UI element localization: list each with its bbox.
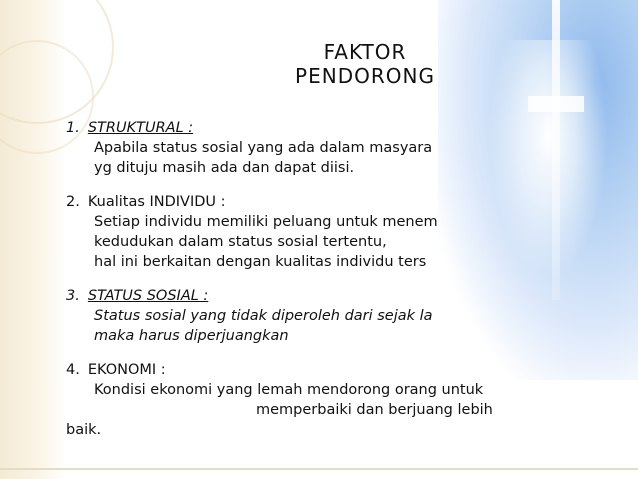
item-line: memperbaiki dan berjuang lebih xyxy=(256,402,493,418)
item-heading: Kualitas INDIVIDU : xyxy=(87,194,226,210)
item-line: maka harus diperjuangkan xyxy=(94,328,289,344)
title-line-1: FAKTOR xyxy=(323,40,407,64)
list-item-ekonomi xyxy=(66,360,626,440)
slide-title xyxy=(270,40,460,88)
item-line: yg dituju masih ada dan dapat diisi. xyxy=(94,160,355,176)
slide-content xyxy=(66,118,626,454)
cross-horizontal-beam xyxy=(528,96,584,112)
item-heading: STATUS SOSIAL : xyxy=(87,288,209,304)
item-heading: EKONOMI : xyxy=(87,362,166,378)
item-line: kedudukan dalam status sosial tertentu, xyxy=(94,234,387,250)
list-item-status-sosial xyxy=(66,286,626,346)
title-line-2: PENDORONG xyxy=(295,64,435,88)
list-item-kualitas-individu xyxy=(66,192,626,272)
item-number: 3. xyxy=(66,288,80,304)
item-line: Apabila status sosial yang ada dalam masyara xyxy=(94,140,433,156)
item-number: 1. xyxy=(66,120,80,136)
list-item-struktural xyxy=(66,118,626,178)
item-line: Setiap individu memiliki peluang untuk menem xyxy=(94,214,438,230)
item-number: 4. xyxy=(66,362,80,378)
item-line: baik. xyxy=(66,422,102,438)
item-line: Kondisi ekonomi yang lemah mendorong orang untuk xyxy=(94,382,484,398)
left-decorative-band xyxy=(0,0,66,479)
bottom-divider xyxy=(0,468,638,470)
item-line: Status sosial yang tidak diperoleh dari sejak la xyxy=(94,308,433,324)
item-line: hal ini berkaitan dengan kualitas individu ters xyxy=(94,254,427,270)
item-heading: STRUKTURAL : xyxy=(87,120,194,136)
item-number: 2. xyxy=(66,194,80,210)
